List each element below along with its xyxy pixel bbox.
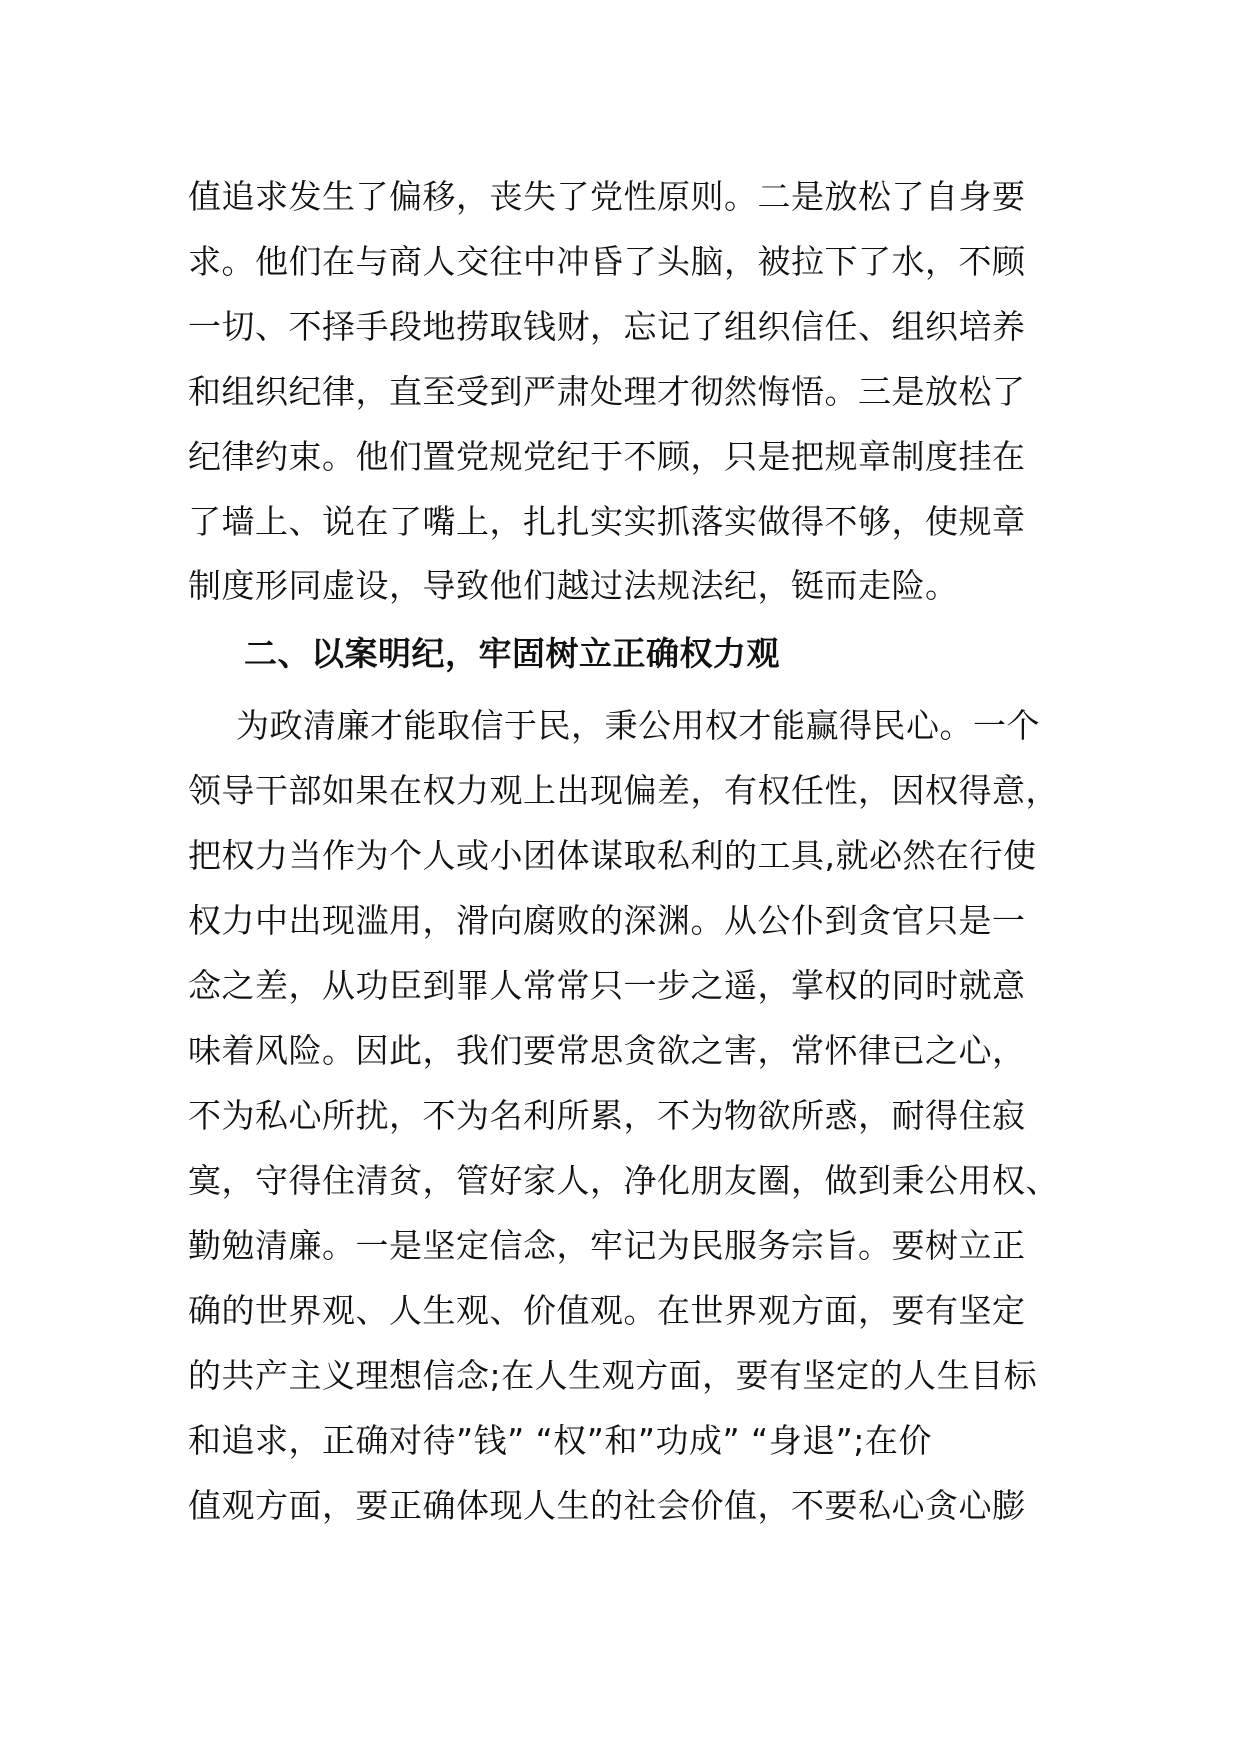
paragraph-1-line-5: 纪律约束。他们置党规党纪于不顾，只是把规章制度挂在 [188,437,1026,476]
paragraph-2-line-5: 念之差，从功臣到罪人常常只一步之遥，掌权的同时就意 [188,966,1026,1005]
paragraph-2-line-6: 味着风险。因此，我们要常思贪欲之害，常怀律已之心， [188,1031,1026,1070]
paragraph-1-line-1: 值追求发生了偏移，丧失了党性原则。二是放松了自身要 [188,177,1026,216]
paragraph-2-line-9: 勤勉清廉。一是坚定信念，牢记为民服务宗旨。要树立正 [188,1226,1026,1265]
paragraph-2-line-1: 为政清廉才能取信于民，秉公用权才能赢得民心。一个 [236,706,1040,745]
paragraph-2-line-3: 把权力当作为个人或小团体谋取私利的工具,就必然在行使 [188,836,1037,875]
paragraph-1-line-7: 制度形同虚设，导致他们越过法规法纪，铤而走险。 [188,566,959,605]
paragraph-2-line-11: 的共产主义理想信念;在人生观方面，要有坚定的人生目标 [188,1356,1038,1395]
paragraph-2-line-13: 值观方面，要正确体现人生的社会价值，不要私心贪心膨 [188,1486,1026,1525]
paragraph-1-line-4: 和组织纪律，直至受到严肃处理才彻然悔悟。三是放松了 [188,372,1026,411]
paragraph-2-line-12: 和追求，正确对待”钱” “权”和”功成” “身退”;在价 [188,1421,932,1460]
paragraph-1-line-3: 一切、不择手段地捞取钱财，忘记了组织信任、组织培养 [188,307,1026,346]
paragraph-2-line-8: 寞，守得住清贫，管好家人，净化朋友圈，做到秉公用权、 [188,1161,1059,1200]
paragraph-1-line-2: 求。他们在与商人交往中冲昏了头脑，被拉下了水，不顾 [188,242,1026,281]
paragraph-2-line-2: 领导干部如果在权力观上出现偏差，有权任性，因权得意， [188,771,1059,810]
paragraph-1-line-6: 了墙上、说在了嘴上，扎扎实实抓落实做得不够，使规章 [188,502,1026,541]
paragraph-2-line-10: 确的世界观、人生观、价值观。在世界观方面，要有坚定 [188,1291,1026,1330]
paragraph-2-line-7: 不为私心所扰，不为名利所累，不为物欲所惑，耐得住寂 [188,1096,1026,1135]
paragraph-2-line-4: 权力中出现滥用，滑向腐败的深渊。从公仆到贪官只是一 [188,901,1026,940]
section-heading: 二、以案明纪，牢固树立正确权力观 [244,634,780,673]
